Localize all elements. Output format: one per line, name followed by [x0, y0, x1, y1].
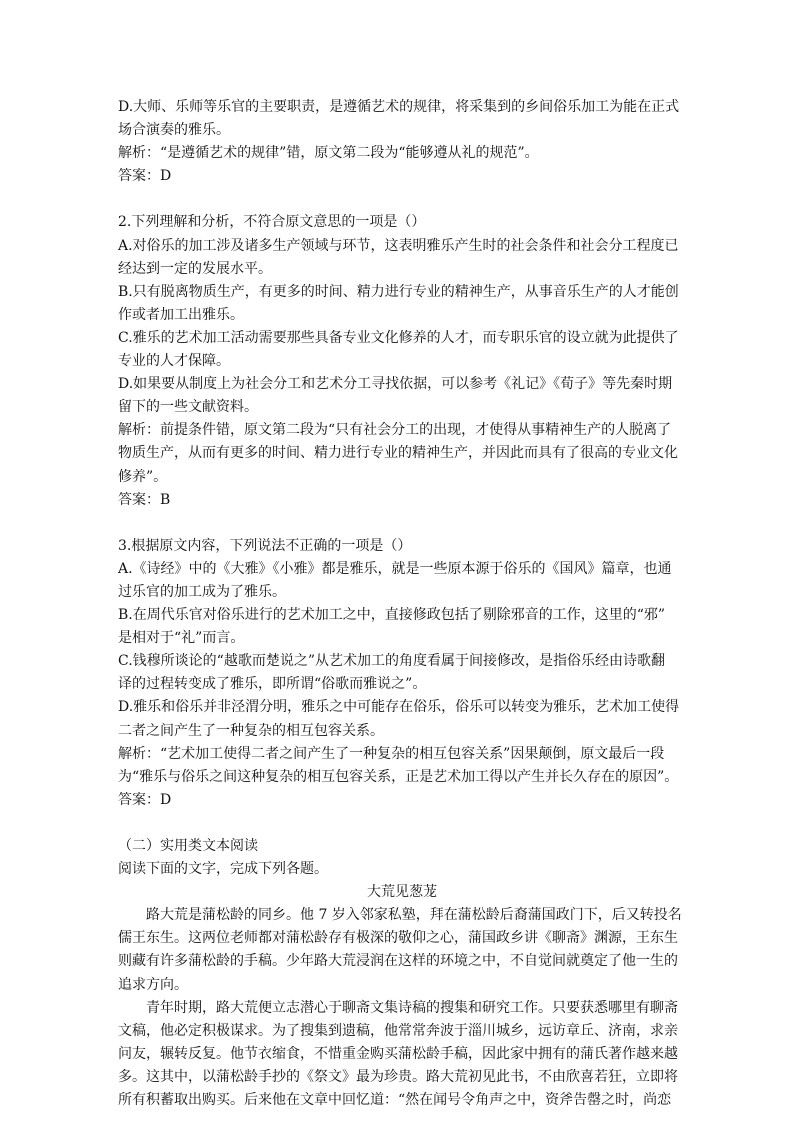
text-line: 所有积蓄取出购买。后来他在文章中回忆道：“然在闻号令角声之中，资斧告罄之时，尚恋 — [118, 1092, 672, 1109]
q2-answer: 答案：B — [118, 491, 171, 508]
q3-option-d — [118, 696, 686, 742]
q2-option-d — [118, 373, 686, 419]
text-line: 则藏有许多蒲松龄的手稿。少年路大荒浸润在这样的环境之中，不自觉间就奠定了他一生的 — [118, 953, 678, 970]
text-line: 是相对于“礼”而言。 — [118, 630, 245, 647]
text-line: 二者之间产生了一种复杂的相互包容关系。 — [118, 722, 384, 739]
text-line: 为“雅乐与俗乐之间这种复杂的相互包容关系，正是艺术加工得以产生并长久存在的原因”。 — [118, 768, 679, 785]
text-line: 问友，辗转反复。他节衣缩食，不惜重金购买蒲松龄手稿，因此家中拥有的蒲氏著作越来越 — [118, 1045, 678, 1062]
text-line: 场合演奏的雅乐。 — [118, 122, 230, 139]
text-line: 多。这其中，以蒲松龄手抄的《祭文》最为珍贵。路大荒初见此书，不由欣喜若狂，立即将 — [118, 1068, 678, 1085]
article-title: 大荒见葱茏 — [367, 884, 437, 901]
q3-stem: 3.根据原文内容，下列说法不正确的一项是（） — [118, 537, 412, 554]
text-line: 儒王东生。这两位老师都对蒲松龄存有极深的敬仰之心，蒲国政乡讲《聊斋》渊源，王东生 — [118, 930, 678, 947]
q2-analysis — [118, 419, 686, 488]
q2-option-b — [118, 281, 686, 327]
text-line: 专业的人才保障。 — [118, 353, 230, 370]
text-line: 作或者加工出雅乐。 — [118, 306, 244, 323]
q1-option-d — [118, 96, 686, 142]
article-paragraph-1 — [118, 904, 686, 996]
section-heading: （二）实用类文本阅读 — [118, 838, 258, 854]
text-line: 修养”。 — [118, 468, 168, 485]
q3-option-b — [118, 604, 686, 650]
article-paragraph-2 — [118, 997, 686, 1112]
text-line: D.雅乐和俗乐并非泾渭分明，雅乐之中可能存在俗乐，俗乐可以转变为雅乐，艺术加工使得 — [118, 699, 680, 716]
q3-option-c — [118, 650, 686, 696]
text-line: A.《诗经》中的《大雅》《小雅》都是雅乐，就是一些原本源于俗乐的《国风》篇章，也通 — [118, 560, 672, 577]
text-line: B.只有脱离物质生产，有更多的时间、精力进行专业的精神生产，从事音乐生产的人才能创 — [118, 283, 679, 300]
q3-answer: 答案：D — [118, 791, 172, 808]
q2-option-a — [118, 235, 686, 281]
text-line: D.大师、乐师等乐官的主要职责，是遵循艺术的规律，将采集到的乡间俗乐加工为能在正式 — [118, 99, 680, 115]
text-line: 译的过程转变成了雅乐，即所谓“俗歌而雅说之”。 — [118, 676, 427, 693]
text-line: 留下的一些文献资料。 — [118, 399, 258, 416]
text-line: B.在周代乐官对俗乐进行的艺术加工之中，直接修政包括了剔除邪音的工作，这里的“邪” — [118, 607, 666, 624]
q3-option-a — [118, 558, 686, 604]
text-line: 过乐官的加工成为了雅乐。 — [118, 583, 286, 600]
q3-analysis — [118, 743, 686, 789]
text-line: 青年时期，路大荒便立志潜心于聊斋文集诗稿的搜集和研究工作。只要获悉哪里有聊斋 — [146, 999, 678, 1016]
text-line: 路大荒是蒲松龄的同乡。他 7 岁入邻家私塾，拜在蒲松龄后裔蒲国政门下，后又转投名 — [146, 907, 682, 924]
text-line: C.雅乐的艺术加工活动需要那些具备专业文化修养的人才，而专职乐官的设立就为此提供了 — [118, 329, 679, 346]
q1-answer: 答案：D — [118, 168, 172, 185]
document-page — [118, 96, 686, 1112]
q2-option-c — [118, 327, 686, 373]
text-line: 解析：前提条件错，原文第二段为“只有社会分工的出现，才使得从事精神生产的人脱离了 — [118, 422, 672, 439]
text-line: 解析：“艺术加工使得二者之间产生了一种复杂的相互包容关系”因果颠倒，原文最后一段 — [118, 745, 665, 762]
text-line: 物质生产，从而有更多的时间、精力进行专业的精神生产，并因此而具有了很高的专业文化 — [118, 445, 678, 462]
q1-analysis: 解析：“是遵循艺术的规律”错，原文第二段为“能够遵从礼的规范”。 — [118, 145, 539, 162]
text-line: A.对俗乐的加工涉及诸多生产领域与环节，这表明雅乐产生时的社会条件和社会分工程度已 — [118, 237, 679, 254]
text-line: 追求方向。 — [118, 976, 188, 993]
text-line: C.钱穆所谈论的“越歌而楚说之”从艺术加工的角度看属于间接修改，是指俗乐经由诗歌翻 — [118, 653, 665, 670]
q2-stem: 2.下列理解和分析，不符合原文意思的一项是（） — [118, 214, 426, 231]
text-line: 文稿，他必定积极谋求。为了搜集到遗稿，他常常奔波于淄川城乡，远访章丘、济南，求亲 — [118, 1022, 678, 1039]
text-line: D.如果要从制度上为社会分工和艺术分工寻找依据，可以参考《礼记》《荀子》等先秦时期 — [118, 376, 673, 393]
text-line: 经达到一定的发展水平。 — [118, 260, 272, 277]
section-instruction: 阅读下面的文字，完成下列各题。 — [118, 861, 328, 878]
